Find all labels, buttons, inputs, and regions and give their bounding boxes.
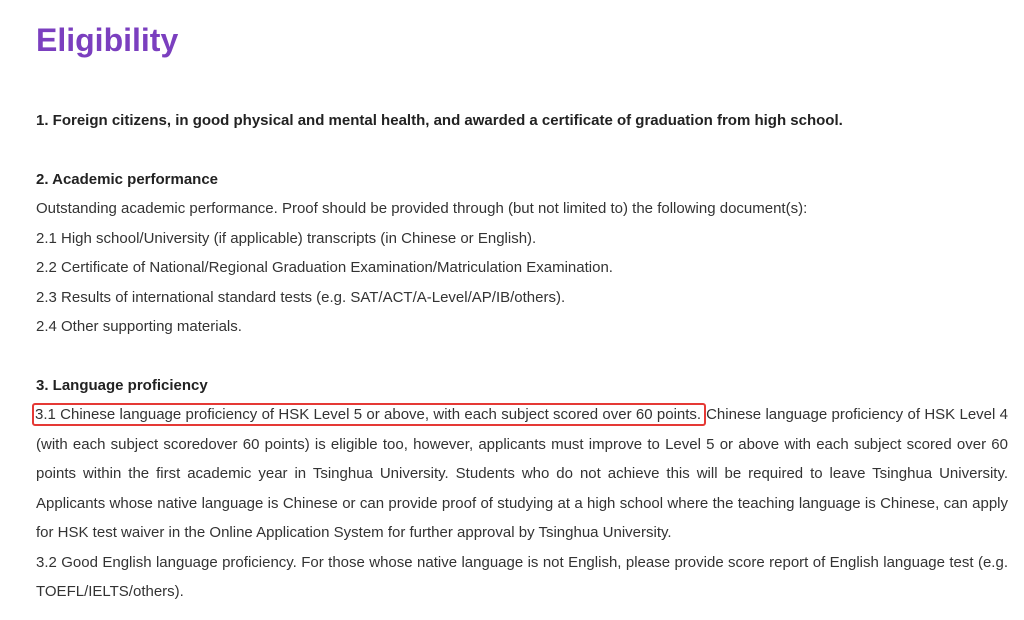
academic-heading: 2. Academic performance <box>36 170 219 188</box>
academic-item-2-1: 2.1 High school/University (if applicable) transcripts (in Chinese or English). <box>36 229 537 247</box>
academic-item-2-2: 2.2 Certificate of National/Regional Graduation Examination/Matriculation Examination. <box>36 259 613 276</box>
page-title: Eligibility <box>36 22 179 58</box>
academic-item-2-3: 2.3 Results of international standard tests (e.g. SAT/ACT/A-Level/AP/IB/others). <box>36 288 566 306</box>
eligibility-item-1: 1. Foreign citizens, in good physical and mental health, and awarded a certificate of graduation from high school. <box>36 112 843 129</box>
language-item-3-1-detail: Chinese language proficiency of HSK Level 4 (with each subject scoredover 60 points) is eligible too, however, applicants must improve to Level 5 or above with each subject scored over 60 points within the first academic year in Tsinghua University. Students who do not achieve this will be required to leave Tsinghua University. Applicants whose native language is Chinese or can provide proof of studying at a high school where the teaching language is Chinese, can apply for HSK test waiver in the Online Application System for further approval by Tsinghua University. <box>36 406 1008 541</box>
academic-intro: Outstanding academic performance. Proof should be provided through (but not limited to) the following document(s): <box>36 200 808 217</box>
language-item-3-2: 3.2 Good English language proficiency. For those whose native language is not English, please provide score report of English language test (e.g. TOEFL/IELTS/others). <box>36 553 1008 600</box>
spacer <box>36 136 1008 165</box>
spacer <box>36 342 1008 371</box>
academic-item-2-4: 2.4 Other supporting materials. <box>36 318 242 335</box>
language-heading: 3. Language proficiency <box>36 376 208 394</box>
highlighted-requirement: 3.1 Chinese language proficiency of HSK Level 5 or above, with each subject scored over 60 points. <box>32 403 706 426</box>
language-item-3-1 <box>36 400 1008 548</box>
